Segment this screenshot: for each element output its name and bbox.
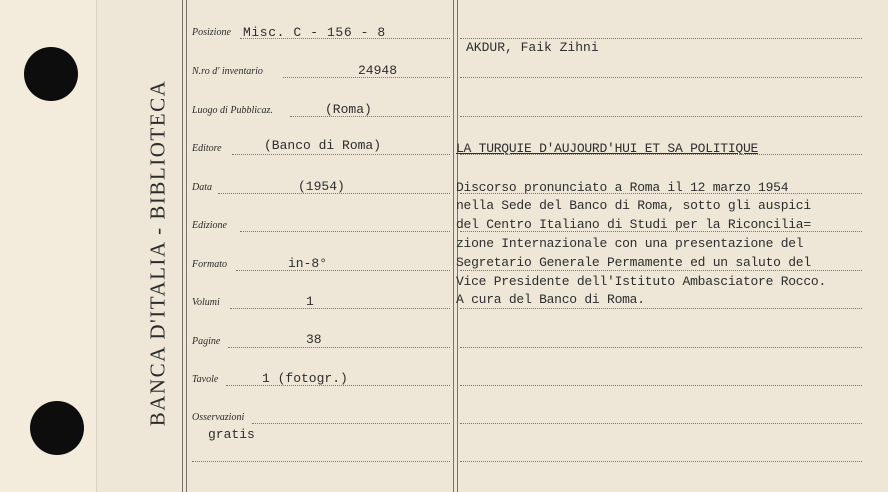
dotted-rule [232, 154, 450, 155]
library-name: BANCA D'ITALIA - BIBLIOTECA [145, 79, 170, 427]
label-volumi: Volumi [192, 297, 220, 308]
column-rule [182, 0, 183, 492]
label-formato: Formato [192, 259, 227, 270]
label-edizione: Edizione [192, 220, 227, 231]
dotted-rule [236, 270, 450, 271]
label-editore: Editore [192, 143, 222, 154]
dotted-rule [240, 231, 450, 232]
dotted-rule [460, 77, 862, 78]
column-rule [186, 0, 187, 492]
description-line: A cura del Banco di Roma. [456, 292, 645, 307]
dotted-rule [230, 308, 450, 309]
label-luogo: Luogo di Pubblicaz. [192, 105, 273, 116]
value-editore: (Banco di Roma) [264, 138, 382, 153]
value-pagine: 38 [306, 332, 322, 347]
value-data: (1954) [298, 179, 345, 194]
label-data: Data [192, 182, 212, 193]
punch-hole-bottom [30, 401, 84, 455]
dotted-rule [192, 461, 450, 462]
label-inventario: N.ro d' inventario [192, 66, 263, 77]
label-tavole: Tavole [192, 374, 219, 385]
dotted-rule [460, 38, 862, 39]
punch-hole-top [24, 47, 78, 101]
description-line: Discorso pronunciato a Roma il 12 marzo 1954 [456, 180, 789, 195]
value-tavole: 1 (fotogr.) [262, 371, 348, 386]
dotted-rule [460, 347, 862, 348]
column-rule [453, 0, 454, 492]
value-luogo: (Roma) [325, 102, 372, 117]
dotted-rule [252, 423, 450, 424]
value-volumi: 1 [306, 294, 314, 309]
value-inventario: 24948 [358, 63, 398, 78]
dotted-rule [460, 385, 862, 386]
dotted-rule [460, 308, 862, 309]
label-pagine: Pagine [192, 336, 221, 347]
description-line: nella Sede del Banco di Roma, sotto gli auspici [456, 198, 811, 213]
author-name: AKDUR, Faik Zihni [466, 40, 599, 55]
value-posizione: Misc. C - 156 - 8 [243, 25, 386, 40]
description-line: zione Internazionale con una presentazione del [456, 236, 804, 251]
dotted-rule [460, 423, 862, 424]
dotted-rule [460, 270, 862, 271]
description-line: Vice Presidente dell'Istituto Ambasciatore Rocco. [456, 274, 827, 289]
book-title: LA TURQUIE D'AUJOURD'HUI ET SA POLITIQUE [456, 141, 759, 156]
value-osservazioni: gratis [208, 427, 255, 442]
label-posizione: Posizione [192, 27, 231, 38]
value-formato: in-8° [288, 256, 328, 271]
dotted-rule [460, 461, 862, 462]
dotted-rule [228, 347, 450, 348]
description-line: Segretario Generale Permamente ed un saluto del [456, 255, 811, 270]
dotted-rule [460, 116, 862, 117]
description-line: del Centro Italiano di Studi per la Riconcilia= [456, 217, 811, 232]
label-osservazioni: Osservazioni [192, 412, 245, 423]
